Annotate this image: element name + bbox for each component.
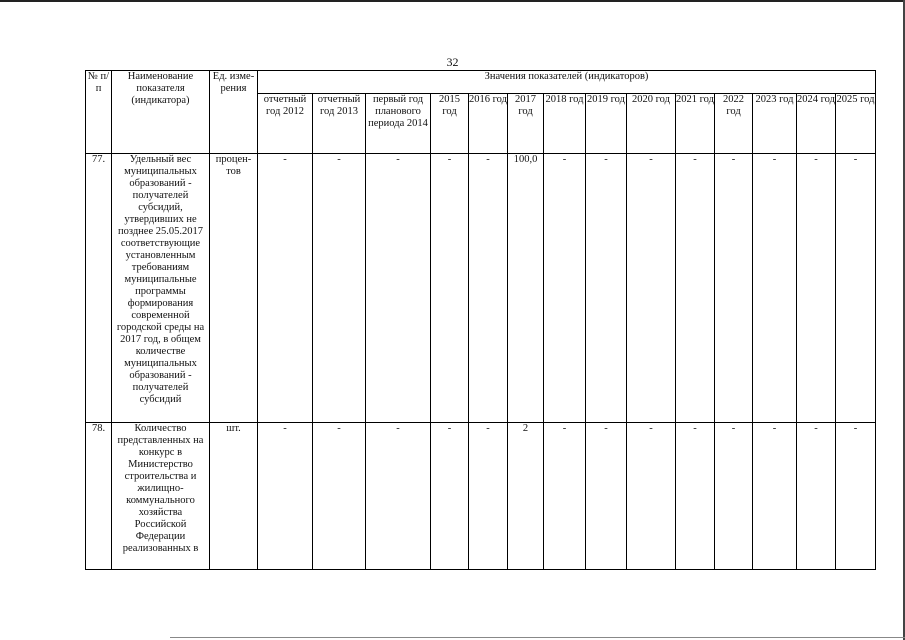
indicator-value: 100,0 — [508, 154, 544, 423]
indicator-value: - — [715, 154, 753, 423]
indicator-value: - — [586, 423, 627, 570]
unit-of-measure: шт. — [210, 423, 258, 570]
indicator-value: - — [469, 423, 508, 570]
indicator-value: - — [676, 423, 715, 570]
indicator-value: - — [469, 154, 508, 423]
year-header: первый год планового периода 2014 — [366, 94, 431, 154]
indicators-table — [85, 70, 876, 570]
year-header: отчетный год 2012 — [258, 94, 313, 154]
indicator-value: - — [797, 154, 836, 423]
row-number: 78. — [86, 423, 112, 570]
indicator-value: - — [836, 154, 876, 423]
indicator-value: - — [836, 423, 876, 570]
indicator-value: - — [627, 154, 676, 423]
indicator-value: - — [753, 154, 797, 423]
year-header: 2015 год — [431, 94, 469, 154]
indicator-value: - — [627, 423, 676, 570]
indicator-value: - — [753, 423, 797, 570]
indicator-value: - — [313, 154, 366, 423]
year-header: 2024 год — [797, 94, 836, 154]
indicator-value: - — [586, 154, 627, 423]
year-header: 2023 год — [753, 94, 797, 154]
indicator-value: - — [544, 423, 586, 570]
year-header: 2017 год — [508, 94, 544, 154]
indicator-value: - — [258, 154, 313, 423]
header-values: Значения показателей (индикаторов) — [258, 71, 876, 94]
table-row — [86, 423, 876, 570]
header-name: Наименование показателя (индикатора) — [112, 71, 210, 154]
table-body — [86, 154, 876, 570]
indicator-value: - — [366, 154, 431, 423]
indicator-name: Количество представленных на конкурс в Министерство строительства и жилищно-коммунального хозяйства Российской Федерации реализованных в — [112, 423, 210, 570]
indicator-value: 2 — [508, 423, 544, 570]
page-edge-bottom — [170, 637, 905, 638]
indicator-value: - — [431, 423, 469, 570]
header-num: № п/п — [86, 71, 112, 154]
year-header: 2020 год — [627, 94, 676, 154]
page-edge-top — [0, 0, 905, 2]
indicator-value: - — [544, 154, 586, 423]
indicator-value: - — [366, 423, 431, 570]
table-row — [86, 154, 876, 423]
header-unit: Ед. изме-рения — [210, 71, 258, 154]
indicator-value: - — [313, 423, 366, 570]
year-header: 2016 год — [469, 94, 508, 154]
indicator-value: - — [797, 423, 836, 570]
row-number: 77. — [86, 154, 112, 423]
year-header: 2022 год — [715, 94, 753, 154]
indicator-value: - — [258, 423, 313, 570]
year-header: 2019 год — [586, 94, 627, 154]
indicator-value: - — [715, 423, 753, 570]
year-header: 2018 год — [544, 94, 586, 154]
year-header: 2021 год — [676, 94, 715, 154]
page-number: 32 — [446, 55, 459, 69]
year-header: 2025 год — [836, 94, 876, 154]
indicator-name: Удельный вес муниципальных образований - получателей субсидий, утвердивших не позднее 25.05.2017 соответствующие установленным требованиям муниципальные программы формирования современной городской среды на 2017 год, в общем количестве муниципальных образований - получателей субсидий — [112, 154, 210, 423]
indicator-value: - — [676, 154, 715, 423]
indicator-value: - — [431, 154, 469, 423]
unit-of-measure: процен-тов — [210, 154, 258, 423]
year-header: отчетный год 2013 — [313, 94, 366, 154]
